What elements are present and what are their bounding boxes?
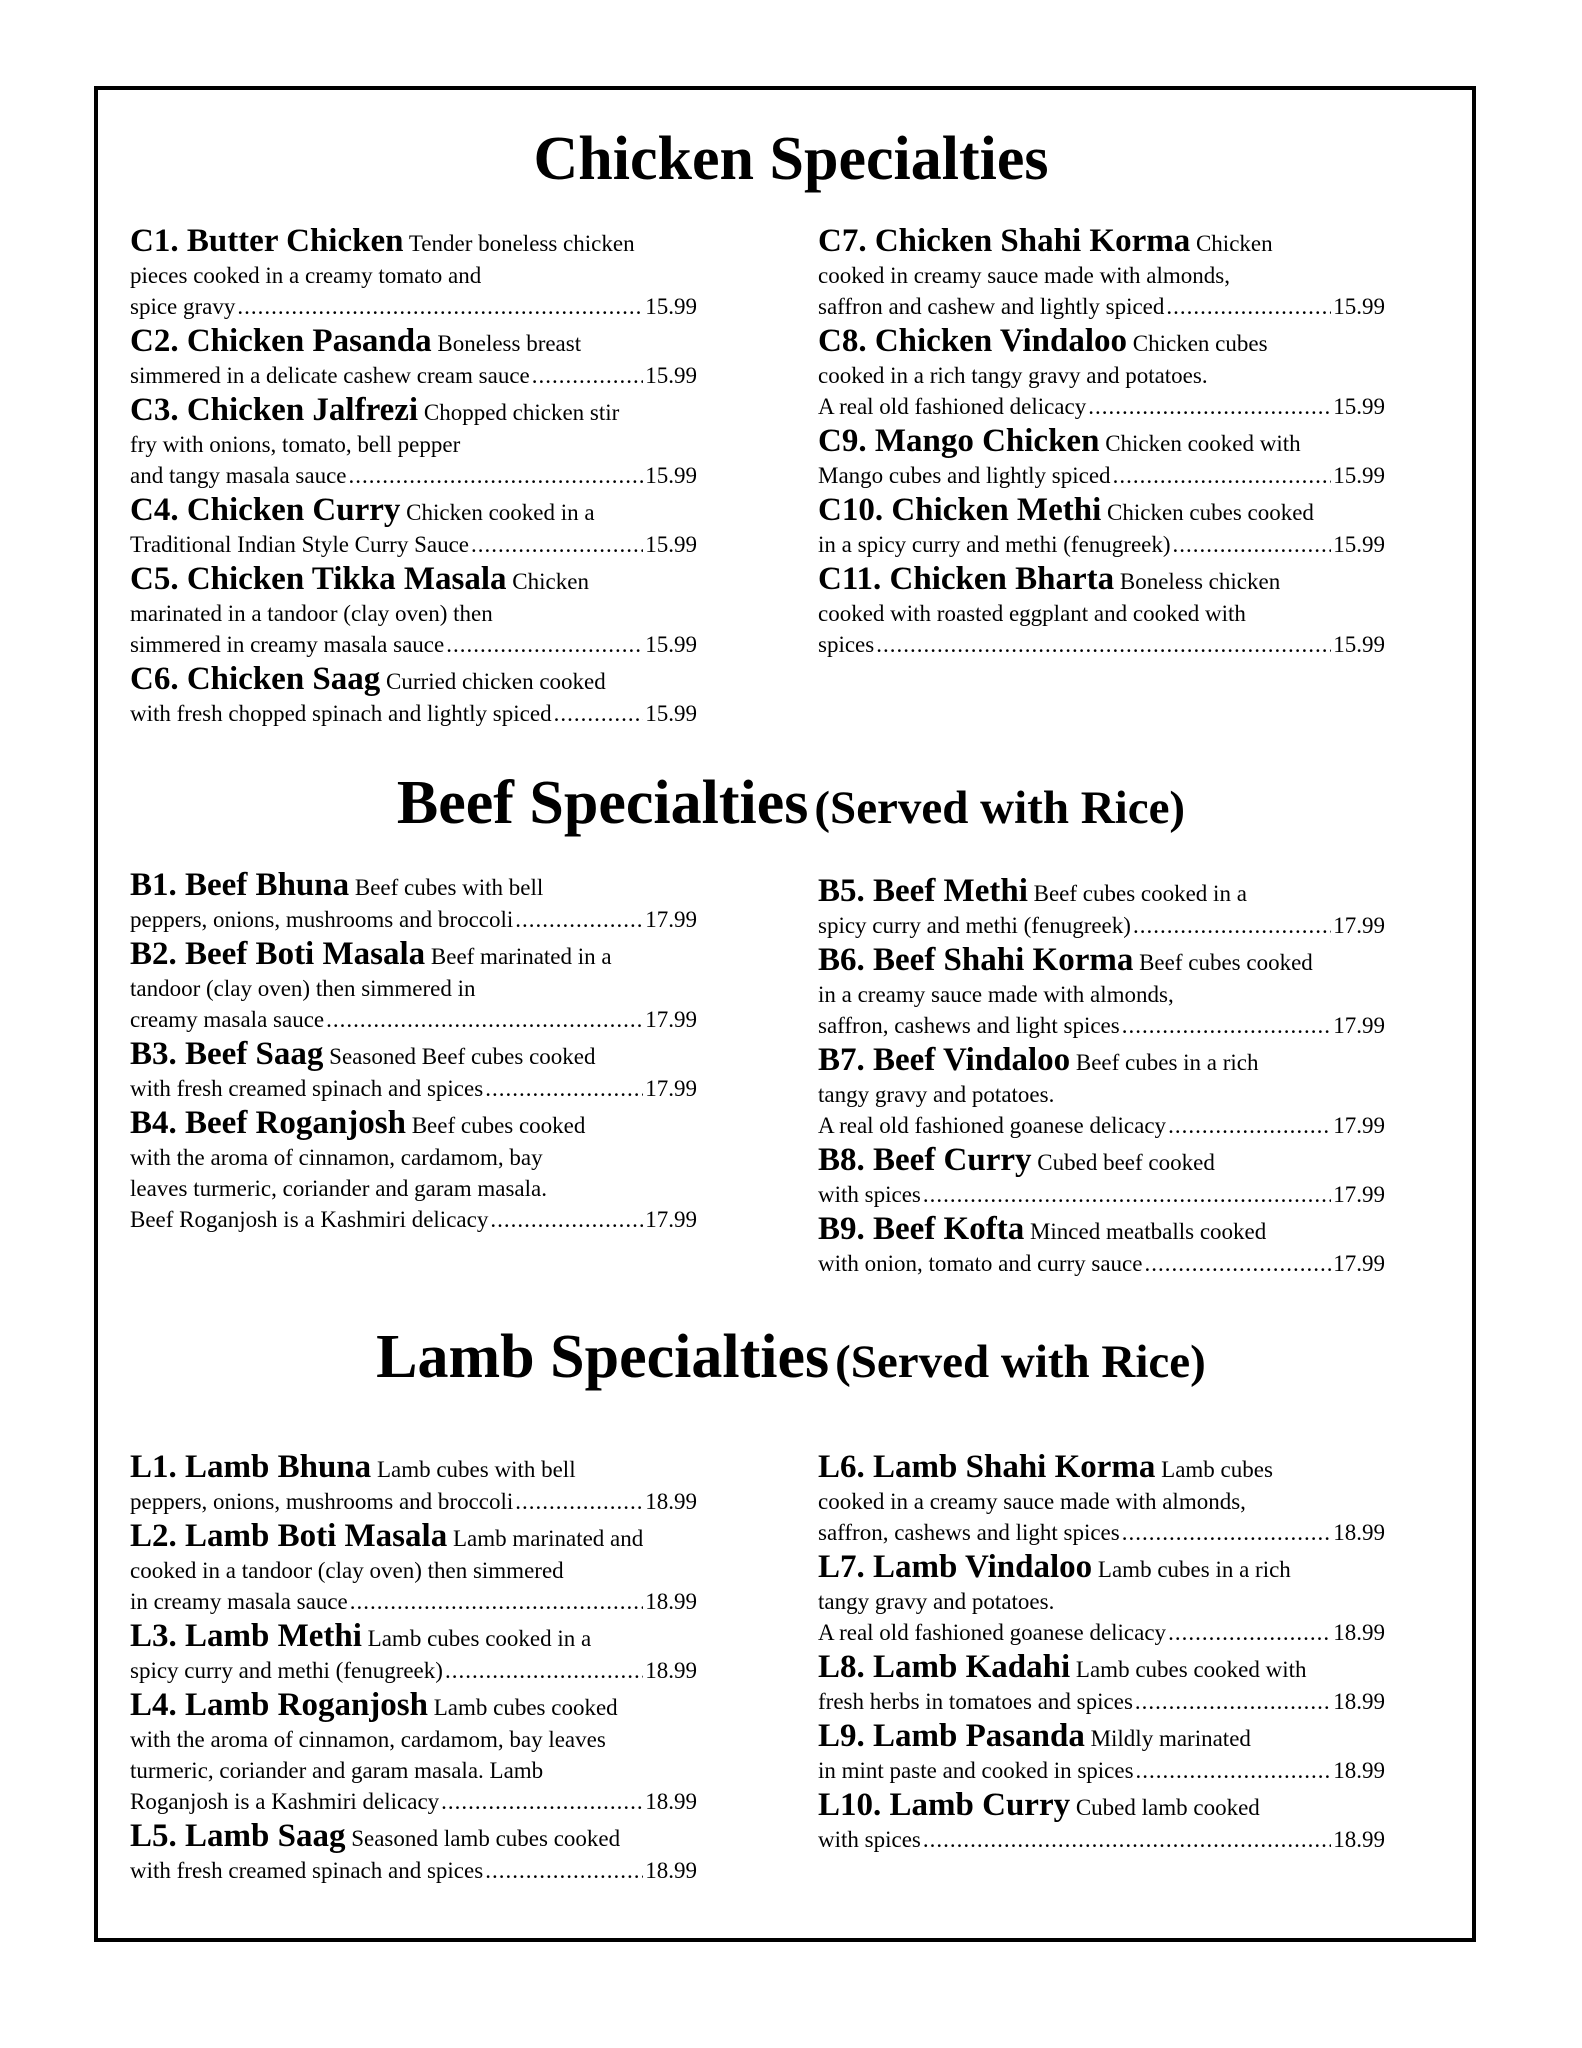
menu-item-price-line <box>818 1824 1385 1855</box>
dot-leader <box>515 1486 643 1517</box>
section-heading: Lamb Specialties <box>376 1323 830 1391</box>
menu-item <box>818 941 1385 1041</box>
menu-item <box>130 560 697 660</box>
menu-item-price: 15.99 <box>645 701 697 726</box>
menu-item-price-line <box>130 698 697 729</box>
menu-item-description: Lamb cubes cooked in a <box>367 1626 592 1651</box>
menu-item-heading-line <box>818 560 1385 598</box>
menu-item-price: 17.99 <box>645 1207 697 1232</box>
dot-leader <box>1113 460 1332 491</box>
menu-item-name: B9. Beef Kofta <box>818 1211 1025 1247</box>
menu-item-price-line <box>818 529 1385 560</box>
menu-item-price-line <box>818 629 1385 660</box>
menu-item-description-line: with fresh creamed spinach and spices <box>130 1858 484 1883</box>
menu-item <box>130 491 697 560</box>
menu-item-price-line <box>130 1655 697 1686</box>
menu-item-heading-line <box>130 866 697 904</box>
dot-leader <box>1144 1248 1331 1279</box>
menu-item-description: Lamb cubes <box>1161 1457 1273 1482</box>
beef-left-column <box>130 866 697 1235</box>
menu-item-price-line <box>818 1617 1385 1648</box>
beef-right-column <box>818 872 1385 1279</box>
menu-item <box>130 1617 697 1686</box>
menu-item <box>130 1817 697 1886</box>
menu-item-heading-line <box>818 422 1385 460</box>
menu-item-heading-line <box>818 1210 1385 1248</box>
menu-item-name: L1. Lamb Bhuna <box>130 1449 372 1485</box>
menu-item-description-line: simmered in creamy masala sauce <box>130 632 445 657</box>
dot-leader <box>1088 391 1331 422</box>
menu-item <box>818 1448 1385 1548</box>
menu-item-name: C2. Chicken Pasanda <box>130 323 432 359</box>
menu-item-price-line <box>818 1755 1385 1786</box>
menu-item <box>818 560 1385 660</box>
menu-item-description-line: simmered in a delicate cashew cream sauce <box>130 363 530 388</box>
menu-item-description: Beef cubes with bell <box>354 875 544 900</box>
menu-item-price-line <box>818 291 1385 322</box>
menu-item-price-line <box>130 1786 697 1817</box>
menu-item-price: 17.99 <box>645 1076 697 1101</box>
menu-item-heading-line <box>130 935 697 973</box>
menu-item-description-line: with spices <box>818 1182 921 1207</box>
dot-leader <box>446 629 643 660</box>
section-title-beef <box>0 768 1582 843</box>
section-heading: Beef Specialties <box>396 769 809 837</box>
menu-item-price: 17.99 <box>1333 1113 1385 1138</box>
menu-item-heading-line <box>818 1786 1385 1824</box>
menu-item-heading-line <box>130 560 697 598</box>
menu-item-heading-line <box>818 222 1385 260</box>
menu-item-name: C8. Chicken Vindaloo <box>818 323 1127 359</box>
menu-item-price: 17.99 <box>1333 1013 1385 1038</box>
menu-item-price-line <box>130 460 697 491</box>
menu-item-name: C5. Chicken Tikka Masala <box>130 561 507 597</box>
menu-item <box>818 1648 1385 1717</box>
menu-item-heading-line <box>818 1717 1385 1755</box>
dot-leader <box>923 1824 1331 1855</box>
menu-item-description-line: in creamy masala sauce <box>130 1589 348 1614</box>
chicken-right-column <box>818 222 1385 660</box>
menu-item-name: B3. Beef Saag <box>130 1036 324 1072</box>
menu-item-description: Lamb cubes with bell <box>376 1457 576 1482</box>
menu-item-description-line: with spices <box>818 1827 921 1852</box>
menu-item-name: B6. Beef Shahi Korma <box>818 942 1134 978</box>
menu-item-description: Beef cubes cooked <box>1139 950 1313 975</box>
menu-item-description: Beef marinated in a <box>430 944 612 969</box>
menu-item <box>818 322 1385 422</box>
menu-item-price-line <box>818 1248 1385 1279</box>
menu-item-description-line: peppers, onions, mushrooms and broccoli <box>130 907 514 932</box>
menu-item-price: 18.99 <box>645 1789 697 1814</box>
menu-item-heading-line <box>130 660 697 698</box>
dot-leader <box>471 529 643 560</box>
menu-item-price-line <box>130 904 697 935</box>
menu-item-heading-line <box>130 322 697 360</box>
menu-item-description-line: spice gravy <box>130 294 236 319</box>
menu-item-price: 15.99 <box>1333 294 1385 319</box>
menu-item <box>818 1041 1385 1141</box>
dot-leader <box>490 1204 643 1235</box>
menu-item-name: C11. Chicken Bharta <box>818 561 1115 597</box>
menu-item-description: Mildly marinated <box>1090 1726 1251 1751</box>
menu-item-name: L8. Lamb Kadahi <box>818 1649 1071 1685</box>
menu-item-description: Lamb cubes cooked <box>433 1695 618 1720</box>
menu-item-description-line: saffron, cashews and light spices <box>818 1013 1120 1038</box>
menu-item <box>130 1448 697 1517</box>
section-heading: Chicken Specialties <box>533 125 1049 193</box>
menu-item-price: 17.99 <box>645 907 697 932</box>
menu-item-price-line <box>818 1010 1385 1041</box>
menu-item-description-line: leaves turmeric, coriander and garam masala. <box>130 1176 547 1201</box>
menu-item-description: Lamb cubes in a rich <box>1097 1557 1291 1582</box>
menu-item-name: L6. Lamb Shahi Korma <box>818 1449 1156 1485</box>
menu-item <box>130 322 697 391</box>
menu-item-heading-line <box>130 391 697 429</box>
menu-item-price-line <box>818 391 1385 422</box>
menu-item-name: L7. Lamb Vindaloo <box>818 1549 1093 1585</box>
menu-item-description-line: Roganjosh is a Kashmiri delicacy <box>130 1789 440 1814</box>
menu-item <box>130 866 697 935</box>
menu-item-price: 18.99 <box>645 1658 697 1683</box>
menu-item-name: L2. Lamb Boti Masala <box>130 1518 448 1554</box>
menu-item <box>130 1104 697 1235</box>
menu-item-description: Beef cubes cooked <box>411 1113 586 1138</box>
menu-item-description: Chicken <box>1195 231 1273 256</box>
menu-item-heading-line <box>130 491 697 529</box>
menu-item-description-line: cooked in creamy sauce made with almonds, <box>818 263 1230 288</box>
menu-item <box>130 391 697 491</box>
dot-leader <box>1168 1110 1331 1141</box>
menu-item-name: L10. Lamb Curry <box>818 1787 1071 1823</box>
menu-item-heading-line <box>818 1648 1385 1686</box>
menu-item <box>818 1548 1385 1648</box>
menu-item-heading-line <box>818 1141 1385 1179</box>
menu-item-price: 18.99 <box>1333 1620 1385 1645</box>
menu-item-price: 15.99 <box>645 363 697 388</box>
menu-item-price: 15.99 <box>1333 394 1385 419</box>
menu-item-description-line: with the aroma of cinnamon, cardamom, bay <box>130 1145 543 1170</box>
menu-item-heading-line <box>130 1448 697 1486</box>
menu-item-description-line: pieces cooked in a creamy tomato and <box>130 263 482 288</box>
menu-item-price: 17.99 <box>1333 913 1385 938</box>
section-title-lamb <box>0 1322 1582 1397</box>
menu-item-description-line: peppers, onions, mushrooms and broccoli <box>130 1489 514 1514</box>
menu-item-description-line: with onion, tomato and curry sauce <box>818 1251 1143 1276</box>
menu-item-heading-line <box>130 222 697 260</box>
menu-item-description-line: in a spicy curry and methi (fenugreek) <box>818 532 1171 557</box>
menu-item-price: 17.99 <box>1333 1182 1385 1207</box>
menu-item-heading-line <box>130 1517 697 1555</box>
menu-item-description-line: with fresh chopped spinach and lightly spiced <box>130 701 552 726</box>
menu-item-description-line: cooked in a creamy sauce made with almonds, <box>818 1489 1246 1514</box>
menu-item <box>818 1141 1385 1210</box>
menu-item-price-line <box>818 910 1385 941</box>
menu-item <box>130 1686 697 1817</box>
dot-leader <box>532 360 644 391</box>
dot-leader <box>1136 1755 1332 1786</box>
menu-item-name: B4. Beef Roganjosh <box>130 1105 406 1141</box>
menu-item-name: B5. Beef Methi <box>818 873 1028 909</box>
lamb-left-column <box>130 1448 697 1886</box>
menu-item-heading-line <box>818 1041 1385 1079</box>
menu-item-price: 18.99 <box>645 1858 697 1883</box>
menu-item-description: Tender boneless chicken <box>408 231 635 256</box>
menu-item-price: 18.99 <box>645 1489 697 1514</box>
menu-item-heading-line <box>130 1035 697 1073</box>
menu-item-price: 15.99 <box>645 294 697 319</box>
menu-item-description-line: Beef Roganjosh is a Kashmiri delicacy <box>130 1207 489 1232</box>
menu-item <box>130 660 697 729</box>
dot-leader <box>350 1586 644 1617</box>
menu-item-heading-line <box>130 1617 697 1655</box>
menu-item-name: B1. Beef Bhuna <box>130 867 350 903</box>
menu-item-description: Boneless chicken <box>1119 569 1281 594</box>
menu-item-description: Chicken cubes cooked <box>1107 500 1314 525</box>
menu-item <box>130 222 697 322</box>
menu-item-description-line: in mint paste and cooked in spices <box>818 1758 1134 1783</box>
menu-item-name: C7. Chicken Shahi Korma <box>818 223 1191 259</box>
menu-item-heading-line <box>818 1448 1385 1486</box>
menu-item-description: Chicken <box>512 569 589 594</box>
menu-item-description-line: fry with onions, tomato, bell pepper <box>130 432 461 457</box>
menu-item-price-line <box>130 1073 697 1104</box>
menu-item-price: 15.99 <box>1333 463 1385 488</box>
menu-item-price-line <box>130 1855 697 1886</box>
menu-item-description-line: saffron and cashew and lightly spiced <box>818 294 1165 319</box>
dot-leader <box>515 904 643 935</box>
menu-item-name: C10. Chicken Methi <box>818 492 1102 528</box>
menu-item-description: Lamb cubes cooked with <box>1075 1657 1307 1682</box>
dot-leader <box>1122 1517 1332 1548</box>
menu-item-name: L4. Lamb Roganjosh <box>130 1687 428 1723</box>
menu-item-description-line: turmeric, coriander and garam masala. Lamb <box>130 1758 544 1783</box>
menu-item-heading-line <box>818 872 1385 910</box>
menu-item-name: C1. Butter Chicken <box>130 223 404 259</box>
menu-item-description: Boneless breast <box>437 331 582 356</box>
section-subtitle: (Served with Rice) <box>814 782 1186 834</box>
menu-item-price: 17.99 <box>1333 1251 1385 1276</box>
menu-item-name: B2. Beef Boti Masala <box>130 936 426 972</box>
menu-item-heading-line <box>818 1548 1385 1586</box>
dot-leader <box>445 1655 643 1686</box>
menu-item-price-line <box>130 291 697 322</box>
menu-item-name: L5. Lamb Saag <box>130 1818 346 1854</box>
menu-item-description-line: spicy curry and methi (fenugreek) <box>818 913 1131 938</box>
menu-item-description-line: cooked in a rich tangy gravy and potatoes. <box>818 363 1208 388</box>
menu-item-description-line: fresh herbs in tomatoes and spices <box>818 1689 1133 1714</box>
menu-item-price-line <box>818 1110 1385 1141</box>
menu-item <box>818 1210 1385 1279</box>
dot-leader <box>326 1004 643 1035</box>
menu-item-price-line <box>130 360 697 391</box>
chicken-left-column <box>130 222 697 729</box>
menu-item-name: B7. Beef Vindaloo <box>818 1042 1071 1078</box>
menu-item-name: L3. Lamb Methi <box>130 1618 362 1654</box>
dot-leader <box>554 698 644 729</box>
menu-item-price: 18.99 <box>1333 1520 1385 1545</box>
menu-item-name: L9. Lamb Pasanda <box>818 1718 1085 1754</box>
menu-item-description-line: in a creamy sauce made with almonds, <box>818 982 1174 1007</box>
menu-item-price: 18.99 <box>1333 1689 1385 1714</box>
menu-item-description: Chicken cooked in a <box>406 500 595 525</box>
menu-item-price-line <box>818 1517 1385 1548</box>
dot-leader <box>485 1855 643 1886</box>
menu-item-price: 15.99 <box>645 463 697 488</box>
menu-item-heading-line <box>130 1686 697 1724</box>
dot-leader <box>1122 1010 1332 1041</box>
menu-item-price: 15.99 <box>1333 532 1385 557</box>
menu-item-heading-line <box>818 941 1385 979</box>
menu-item-name: B8. Beef Curry <box>818 1142 1032 1178</box>
menu-item-price-line <box>130 1204 697 1235</box>
dot-leader <box>237 291 643 322</box>
menu-item-price-line <box>130 529 697 560</box>
menu-item-name: C4. Chicken Curry <box>130 492 401 528</box>
dot-leader <box>441 1786 643 1817</box>
menu-item-description-line: spicy curry and methi (fenugreek) <box>130 1658 443 1683</box>
lamb-right-column <box>818 1448 1385 1855</box>
menu-item-price: 15.99 <box>645 532 697 557</box>
menu-item-description-line: saffron, cashews and light spices <box>818 1520 1120 1545</box>
menu-item-heading-line <box>130 1104 697 1142</box>
dot-leader <box>1166 291 1331 322</box>
menu-item-price-line <box>130 629 697 660</box>
menu-item <box>818 422 1385 491</box>
menu-item-description-line: and tangy masala sauce <box>130 463 347 488</box>
menu-item-price-line <box>130 1486 697 1517</box>
menu-item-price-line <box>130 1004 697 1035</box>
menu-item-description: Chopped chicken stir <box>423 400 620 425</box>
menu-item-description: Minced meatballs cooked <box>1029 1219 1267 1244</box>
menu-item-description-line: Traditional Indian Style Curry Sauce <box>130 532 469 557</box>
menu-item-description-line: cooked in a tandoor (clay oven) then simmered <box>130 1558 564 1583</box>
menu-item-description-line: tangy gravy and potatoes. <box>818 1589 1055 1614</box>
menu-item-description: Curried chicken cooked <box>386 669 606 694</box>
menu-item-description: Chicken cubes <box>1132 331 1268 356</box>
menu-item-heading-line <box>130 1817 697 1855</box>
dot-leader <box>349 460 644 491</box>
menu-item <box>818 222 1385 322</box>
section-subtitle: (Served with Rice) <box>835 1336 1206 1388</box>
menu-item-description: Beef cubes in a rich <box>1075 1050 1259 1075</box>
menu-item <box>818 1786 1385 1855</box>
menu-item-price: 18.99 <box>1333 1827 1385 1852</box>
menu-item-description-line: A real old fashioned delicacy <box>818 394 1087 419</box>
menu-item-name: C9. Mango Chicken <box>818 423 1100 459</box>
dot-leader <box>485 1073 643 1104</box>
menu-item-price: 18.99 <box>1333 1758 1385 1783</box>
menu-item-name: C3. Chicken Jalfrezi <box>130 392 419 428</box>
menu-item-description: Cubed beef cooked <box>1037 1150 1215 1175</box>
menu-item-description-line: tangy gravy and potatoes. <box>818 1082 1055 1107</box>
menu-item-description-line: creamy masala sauce <box>130 1007 325 1032</box>
menu-item-heading-line <box>818 322 1385 360</box>
dot-leader <box>1133 910 1331 941</box>
menu-item-description-line: spices <box>818 632 875 657</box>
menu-item-description-line: cooked with roasted eggplant and cooked with <box>818 601 1246 626</box>
menu-item <box>130 1517 697 1617</box>
menu-item-price: 17.99 <box>645 1007 697 1032</box>
menu-item-price-line <box>818 460 1385 491</box>
menu-item-description-line: A real old fashioned goanese delicacy <box>818 1113 1167 1138</box>
menu-item-description: Seasoned lamb cubes cooked <box>351 1826 621 1851</box>
menu-item-description-line: tandoor (clay oven) then simmered in <box>130 976 476 1001</box>
menu-item-description: Beef cubes cooked in a <box>1033 881 1247 906</box>
dot-leader <box>1173 529 1332 560</box>
dot-leader <box>923 1179 1331 1210</box>
menu-item-description-line: with fresh creamed spinach and spices <box>130 1076 484 1101</box>
menu-item-price-line <box>818 1686 1385 1717</box>
menu-item-price-line <box>818 1179 1385 1210</box>
menu-item <box>818 872 1385 941</box>
menu-item-description: Chicken cooked with <box>1105 431 1301 456</box>
dot-leader <box>1168 1617 1331 1648</box>
menu-item-description-line: Mango cubes and lightly spiced <box>818 463 1111 488</box>
section-title-chicken <box>0 124 1582 194</box>
menu-item-description: Seasoned Beef cubes cooked <box>329 1044 596 1069</box>
menu-item-price: 15.99 <box>1333 632 1385 657</box>
menu-item <box>130 1035 697 1104</box>
menu-item <box>818 1717 1385 1786</box>
menu-item-price: 15.99 <box>645 632 697 657</box>
dot-leader <box>1135 1686 1331 1717</box>
menu-item-description-line: A real old fashioned goanese delicacy <box>818 1620 1167 1645</box>
menu-item <box>130 935 697 1035</box>
menu-item-description-line: with the aroma of cinnamon, cardamom, bay leaves <box>130 1727 606 1752</box>
menu-item <box>818 491 1385 560</box>
menu-item-name: C6. Chicken Saag <box>130 661 381 697</box>
menu-item-description: Cubed lamb cooked <box>1075 1795 1260 1820</box>
menu-item-price-line <box>130 1586 697 1617</box>
menu-item-price: 18.99 <box>645 1589 697 1614</box>
menu-item-description: Lamb marinated and <box>452 1526 644 1551</box>
menu-item-heading-line <box>818 491 1385 529</box>
menu-item-description-line: marinated in a tandoor (clay oven) then <box>130 601 493 626</box>
dot-leader <box>876 629 1331 660</box>
